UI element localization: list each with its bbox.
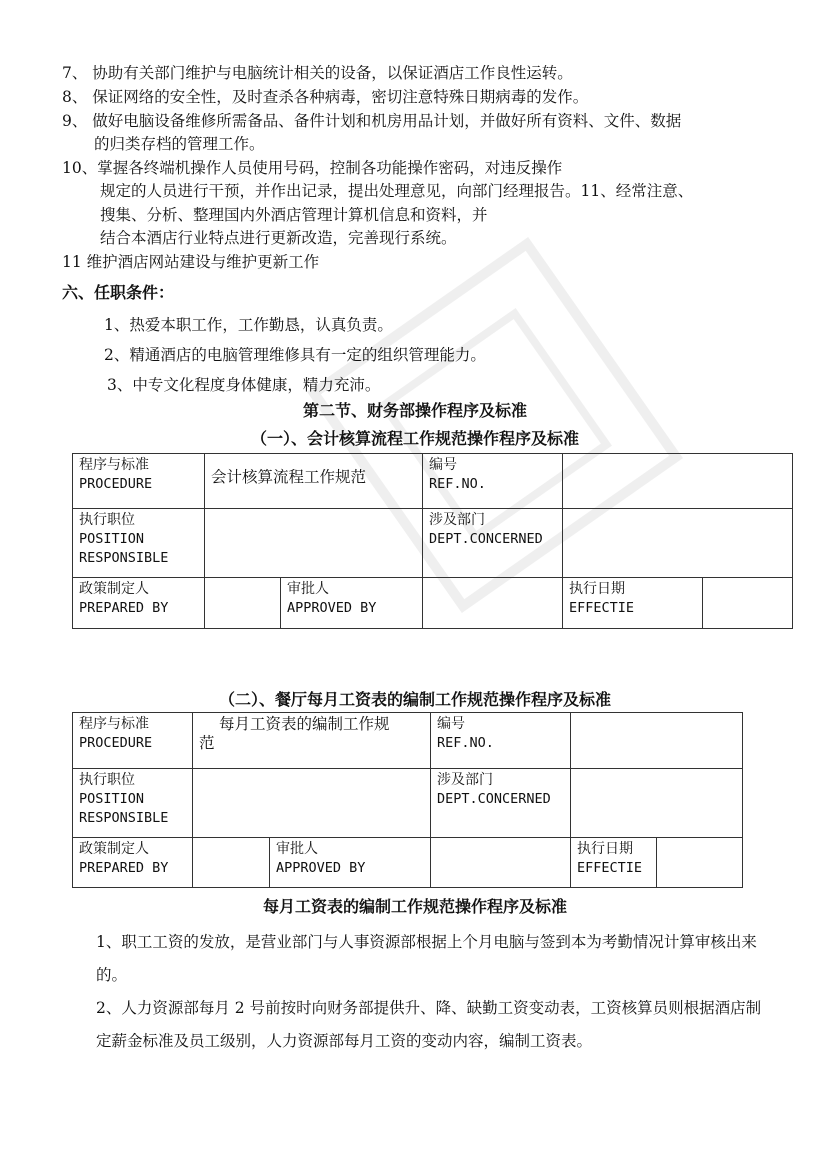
procedure-label: 程序与标准 PROCEDURE [73, 454, 205, 509]
dept-label: 涉及部门 DEPT.CONCERNED [423, 509, 563, 578]
dept-label: 涉及部门 DEPT.CONCERNED [431, 769, 571, 838]
approved-label: 审批人 APPROVED BY [270, 838, 431, 888]
ref-label: 编号 REF.NO. [431, 713, 571, 769]
prepared-label: 政策制定人 PREPARED BY [73, 578, 205, 629]
approved-value [423, 578, 563, 629]
qualification-item: 3、中专文化程度身体健康，精力充沛。 [107, 376, 381, 394]
prepared-value [193, 838, 270, 888]
list-item-10: 10、掌握各终端机操作人员使用号码，控制各功能操作密码，对违反操作 [62, 159, 563, 177]
list-item-11: 11 维护酒店网站建设与维护更新工作 [62, 253, 320, 271]
list-item-8: 8、 保证网络的安全性，及时查杀各种病毒，密切注意特殊日期病毒的发作。 [62, 88, 589, 106]
list-item-9: 9、 做好电脑设备维修所需备品、备件计划和机房用品计划，并做好所有资料、文件、数据 [62, 112, 682, 130]
salary-paragraph-1: 1、职工工资的发放，是营业部门与人事资源部根据上个月电脑与签到本为考勤情况计算审核出来的。 [96, 933, 757, 984]
qualification-item: 1、热爱本职工作，工作勤恳，认真负责。 [104, 316, 393, 334]
list-item-7: 7、 协助有关部门维护与电脑统计相关的设备，以保证酒店工作良性运转。 [62, 64, 573, 82]
effective-value [657, 838, 743, 888]
list-item-10-cont2: 搜集、分析、整理国内外酒店管理计算机信息和资料，并 [100, 206, 488, 224]
effective-label: 执行日期 EFFECTIE [571, 838, 657, 888]
procedure-table-1 [72, 453, 793, 629]
procedure-table-2 [72, 712, 743, 888]
qualification-item: 2、精通酒店的电脑管理维修具有一定的组织管理能力。 [104, 346, 486, 364]
effective-label: 执行日期 EFFECTIE [563, 578, 703, 629]
salary-section-title: 每月工资表的编制工作规范操作程序及标准 [262, 897, 567, 916]
prepared-label: 政策制定人 PREPARED BY [73, 838, 193, 888]
prepared-value [205, 578, 281, 629]
dept-value [563, 509, 793, 578]
table2-title: （二）、餐厅每月工资表的编制工作规范操作程序及标准 [218, 690, 611, 709]
list-item-10-cont3: 结合本酒店行业特点进行更新改造，完善现行系统。 [100, 229, 457, 247]
ref-label: 编号 REF.NO. [423, 454, 563, 509]
position-label: 执行职位 POSITION RESPONSIBLE [73, 769, 193, 838]
section-title: 第二节、财务部操作程序及标准 [302, 401, 527, 420]
position-label: 执行职位 POSITION RESPONSIBLE [73, 509, 205, 578]
effective-value [703, 578, 793, 629]
procedure-value: 会计核算流程工作规范 [205, 454, 423, 509]
qualifications-title: 六、任职条件： [62, 283, 175, 302]
approved-value [431, 838, 571, 888]
dept-value [571, 769, 743, 838]
salary-paragraph-2: 2、人力资源部每月 2 号前按时向财务部提供升、降、缺勤工资变动表，工资核算员则根据酒店制定薪金标准及员工级别，人力资源部每月工资的变动内容，编制工资表。 [96, 999, 762, 1050]
ref-value [571, 713, 743, 769]
procedure-value: 每月工资表的编制工作规 范 [193, 713, 431, 769]
list-item-10-cont1: 规定的人员进行干预，并作出记录，提出处理意见，向部门经理报告。11、经常注意、 [100, 182, 694, 200]
ref-value [563, 454, 793, 509]
list-item-9-cont: 的归类存档的管理工作。 [94, 135, 265, 153]
position-value [193, 769, 431, 838]
position-value [205, 509, 423, 578]
approved-label: 审批人 APPROVED BY [281, 578, 423, 629]
procedure-label: 程序与标准 PROCEDURE [73, 713, 193, 769]
table1-title: （一）、会计核算流程工作规范操作程序及标准 [250, 429, 579, 448]
